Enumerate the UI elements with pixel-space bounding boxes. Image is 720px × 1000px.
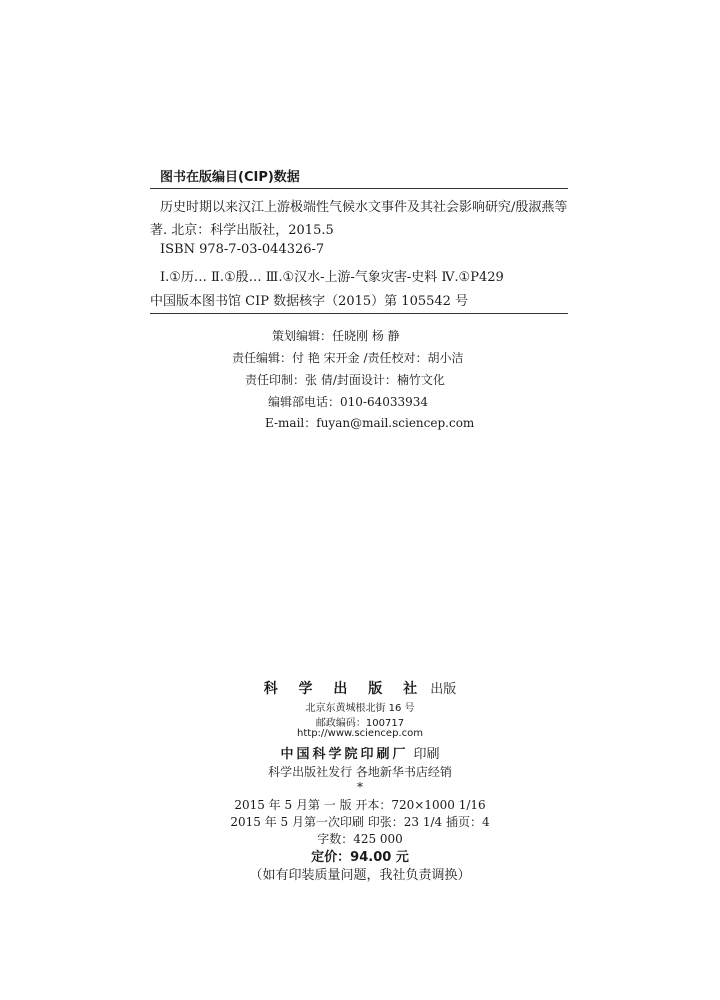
editorial-email: E-mail：fuyan@mail.sciencep.com <box>265 416 475 430</box>
word-count: 字数：425 000 <box>317 832 403 846</box>
cip-title-line: 历史时期以来汉江上游极端性气候水文事件及其社会影响研究/殷淑燕等 <box>160 200 568 215</box>
asterisk-separator: * <box>357 780 363 794</box>
edition-info: 2015 年 5 月第 一 版 开本：720×1000 1/16 <box>234 798 486 812</box>
publisher-line <box>0 678 720 698</box>
publisher-name: 科 学 出 版 社 <box>263 681 426 697</box>
printing-info: 2015 年 5 月第一次印刷 印张：23 1/4 插页：4 <box>230 815 490 829</box>
publisher-address: 北京东黄城根北街 16 号 <box>305 703 415 714</box>
printer-name: 中国科学院印刷厂 <box>280 747 409 762</box>
cip-classification: Ⅰ.①历… Ⅱ.①殷… Ⅲ.①汉水-上游-气象灾害-史料 Ⅳ.①P429 <box>160 270 504 285</box>
price: 定价：94.00 元 <box>311 850 409 865</box>
cip-heading: 图书在版编目(CIP)数据 <box>160 170 300 185</box>
cip-publisher-line: 著. 北京：科学出版社，2015.5 <box>150 223 334 238</box>
postcode: 邮政编码：100717 <box>315 718 405 729</box>
editorial-phone: 编辑部电话：010-64033934 <box>268 395 429 409</box>
responsible-printing: 责任印制：张 倩/封面设计：楠竹文化 <box>245 373 445 387</box>
printer-line <box>0 743 720 762</box>
cip-isbn: ISBN 978-7-03-044326-7 <box>160 242 325 257</box>
cip-bottom-rule <box>150 313 568 314</box>
printer-suffix: 印刷 <box>413 747 440 762</box>
cip-data-number: 中国版本图书馆 CIP 数据核字（2015）第 105542 号 <box>150 294 469 309</box>
quality-notice: （如有印装质量问题，我社负责调换） <box>249 868 471 883</box>
distribution: 科学出版社发行 各地新华书店经销 <box>268 765 452 779</box>
publisher-suffix: 出版 <box>430 682 457 697</box>
planning-editor: 策划编辑：任晓刚 杨 静 <box>272 329 400 343</box>
responsible-editor: 责任编辑：付 艳 宋开金 /责任校对：胡小洁 <box>232 351 464 365</box>
cip-top-rule <box>150 188 568 189</box>
website: http://www.sciencep.com <box>297 728 423 739</box>
